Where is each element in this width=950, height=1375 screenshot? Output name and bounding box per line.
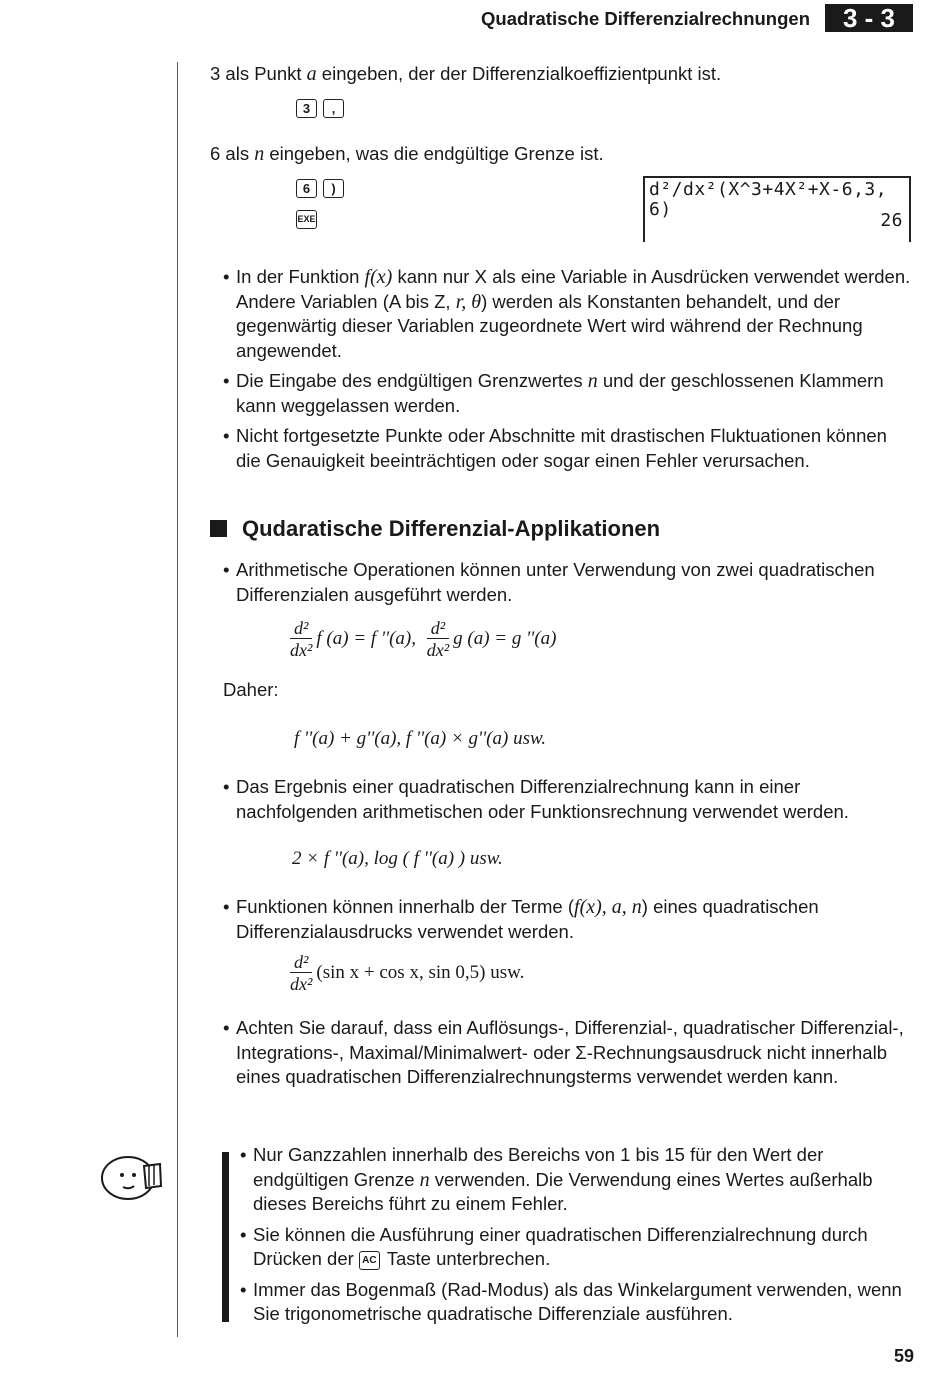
- bullet-variables: • In der Funktion f(x) kann nur X als eine Variable in Ausdrücken verwendet werden. Andere Variablen (A bis Z, r, θ) werden als Konstanten behandelt, und der gegenwärtig dieser Variablen zugeordnete Wert wird während der Rechnung angewendet.: [223, 265, 913, 363]
- important-note-bar: [222, 1152, 229, 1322]
- step-1-text: 3 als Punkt a eingeben, der der Differenzialkoeffizientpunkt ist.: [210, 63, 722, 85]
- formula-3: 2 × f ''(a), log ( f ''(a) ) usw.: [292, 848, 503, 869]
- important-notes-list: [240, 1143, 910, 1333]
- section-bullet-3: • Funktionen können innerhalb der Terme (f(x), a, n) eines quadratischen Differenzialausdrucks verwendet werden.: [223, 895, 913, 950]
- note-radian: • Immer das Bogenmaß (Rad-Modus) als das Winkelargument verwenden, wenn Sie trigonometrische quadratische Differenziale ausführen.: [240, 1278, 910, 1327]
- calculator-screen: [643, 176, 911, 242]
- formula-1: $\frac{\text{d²}}{\text{dx²}}$ f (a) = f ''(a), $\frac{\text{d²}}{\text{dx²}}$ g (a) = g ''(a): [290, 618, 557, 660]
- note-interrupt: • Sie können die Ausführung einer quadratischen Differenzialrechnung durch Drücken der AC Taste unterbrechen.: [240, 1223, 910, 1272]
- screen-line-2: 6): [649, 199, 672, 220]
- second-derivative-fraction: $\frac{\text{d²}}{\text{dx²}}$: [426, 618, 450, 660]
- page-number: 59: [893, 1346, 914, 1366]
- exe-key-wrap: [296, 207, 323, 229]
- screen-line-1: d²/dx²(X^3+4X²+X-6,3,: [649, 179, 888, 200]
- section-bullet-1: • Arithmetische Operationen können unter Verwendung von zwei quadratischen Differenzialen ausgeführt werden.: [223, 558, 913, 613]
- section-bullet-4: • Achten Sie darauf, dass ein Auflösungs-, Differenzial-, quadratischer Differenzial-, Integrations-, Maximal/Minimalwert- oder Σ-Rechnungsausdruck nicht innerhalb eines quadratischen Differenzialrechnungsterms verwendet werden kann.: [223, 1016, 913, 1096]
- bullet-limit-omit: • Die Eingabe des endgültigen Grenzwertes n und der geschlossenen Klammern kann weggelassen werden.: [223, 369, 913, 418]
- important-note-face-icon: [100, 1152, 164, 1204]
- second-derivative-fraction: $\frac{\text{d²}}{\text{dx²}}$: [290, 952, 313, 994]
- key-close-paren: ): [323, 179, 344, 198]
- key-exe: EXE: [296, 210, 317, 229]
- margin-rule: [177, 62, 178, 1337]
- key-3: 3: [296, 99, 317, 118]
- bullet-fluctuations: • Nicht fortgesetzte Punkte oder Abschnitte mit drastischen Fluktuationen können die Genauigkeit beeinträchtigen oder sogar einen Fehler verursachen.: [223, 424, 913, 473]
- screen-result: 26: [880, 210, 903, 231]
- heading-square-icon: [210, 520, 227, 537]
- formula-2: f ''(a) + g''(a), f ''(a) × g''(a) usw.: [294, 728, 546, 749]
- step-2-text: 6 als n eingeben, was die endgültige Grenze ist.: [210, 143, 604, 165]
- var-a: a: [306, 63, 317, 85]
- section-bullet-2: • Das Ergebnis einer quadratischen Differenzialrechnung kann in einer nachfolgenden arithmetischen oder Funktionsrechnung verwendet werden.: [223, 775, 913, 830]
- step-2-keys: [296, 176, 350, 198]
- section-number-badge: 3 - 3: [825, 4, 913, 32]
- key-ac: AC: [359, 1251, 380, 1270]
- section-heading: Qudaratische Differenzial-Applikationen: [210, 516, 660, 542]
- key-comma: ,: [323, 99, 344, 118]
- note-limit-range: • Nur Ganzzahlen innerhalb des Bereichs von 1 bis 15 für den Wert der endgültigen Grenze n verwenden. Die Verwendung eines Wertes außerhalb dieses Bereichs führt zu einem Fehler.: [240, 1143, 910, 1217]
- var-n: n: [254, 143, 265, 165]
- second-derivative-fraction: $\frac{\text{d²}}{\text{dx²}}$: [290, 618, 313, 660]
- key-6: 6: [296, 179, 317, 198]
- daher-label: Daher:: [223, 679, 279, 700]
- formula-4: $\frac{\text{d²}}{\text{dx²}}$ (sin x + cos x, sin 0,5) usw.: [290, 952, 525, 994]
- page-header-title: Quadratische Differenzialrechnungen: [481, 8, 810, 29]
- step-1-keys: [296, 96, 350, 118]
- notes-list-top: [223, 265, 913, 479]
